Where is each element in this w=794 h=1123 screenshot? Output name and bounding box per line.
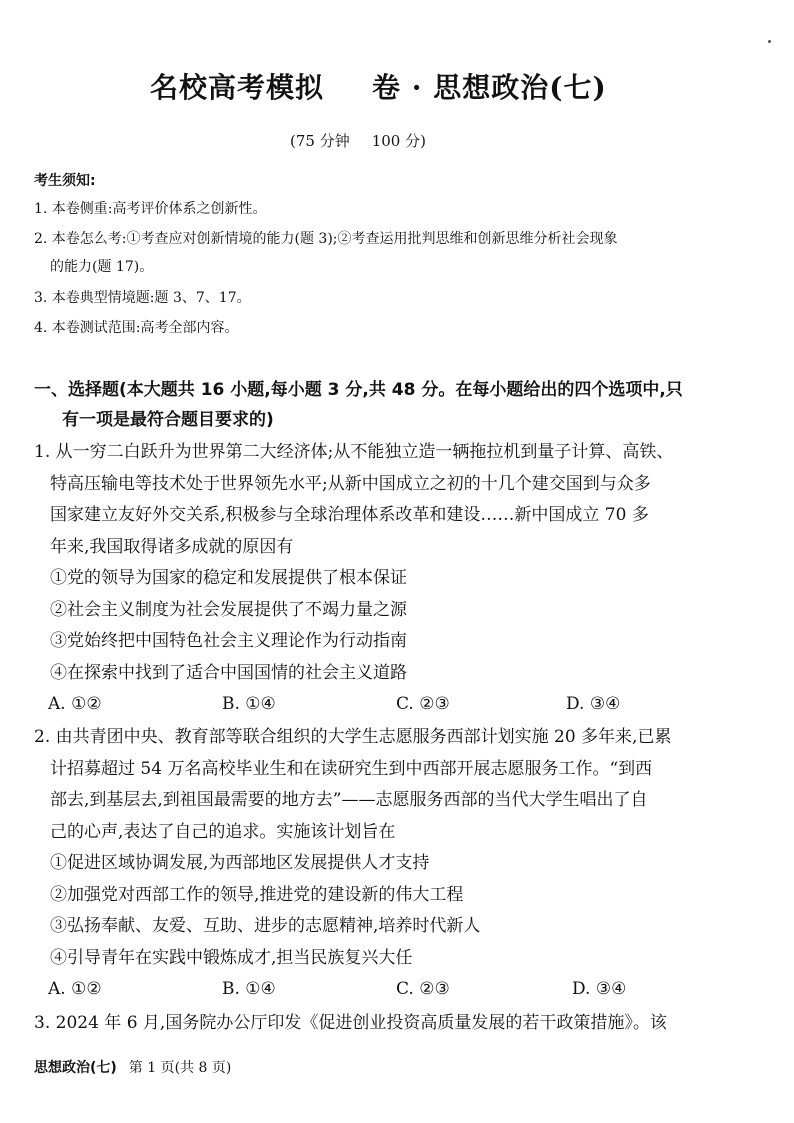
section-heading xyxy=(34,375,754,435)
section-heading-line2: 有一项是最符合题目要求的) xyxy=(62,410,274,430)
notice-item-3: 3. 本卷典型情境题:题 3、7、17。 xyxy=(34,290,251,306)
statement-option: ①促进区域协调发展,为西部地区发展提供人才支持 xyxy=(50,853,430,873)
exam-score: 100 分) xyxy=(371,132,426,150)
question-stem-line: 特高压输电等技术处于世界领先水平;从新中国成立之初的十几个建交国到与众多 xyxy=(50,473,651,494)
choice-a: A. ①② xyxy=(48,979,102,999)
notice-item-2: 2. 本卷怎么考:①考查应对创新情境的能力(题 3);②考查运用批判思维和创新思维分析社会现象 xyxy=(34,231,618,247)
scan-speck xyxy=(768,40,771,43)
footer-page-number: 第 1 页(共 8 页) xyxy=(128,1060,232,1076)
answer-choices xyxy=(34,689,758,721)
question-stem-line: 己的心声,表达了自己的追求。实施该计划旨在 xyxy=(50,821,396,842)
choice-d: D. ③④ xyxy=(566,694,621,714)
exam-time: (75 分钟 xyxy=(290,132,350,150)
statement-option: ②加强党对西部工作的领导,推进党的建设新的伟大工程 xyxy=(50,884,464,905)
question-stem-line: 部去,到基层去,到祖国最需要的地方去”——志愿服务西部的当代大学生唱出了自 xyxy=(50,790,648,810)
choice-c: C. ②③ xyxy=(396,694,450,714)
choice-d: D. ③④ xyxy=(572,979,627,999)
notice-item-2-cont: 的能力(题 17)。 xyxy=(50,259,154,275)
question-stem-line: 国家建立友好外交关系,积极参与全球治理体系改革和建设……新中国成立 70 多 xyxy=(50,505,649,525)
exam-duration-score xyxy=(290,130,426,151)
question-2 xyxy=(34,722,758,1006)
choice-c: C. ②③ xyxy=(396,979,450,999)
question-stem-line: 计招募超过 54 万名高校毕业生和在读研究生到中西部开展志愿服务工作。“到西 xyxy=(50,758,653,779)
question-stem-line: 年来,我国取得诸多成就的原因有 xyxy=(50,536,294,557)
notice-heading: 考生须知: xyxy=(34,173,96,189)
question-1 xyxy=(34,437,758,721)
question-3 xyxy=(34,1008,758,1040)
title-right: 卷 · 思想政治(七) xyxy=(372,71,607,104)
choice-b: B. ①④ xyxy=(222,694,276,714)
title-left: 名校高考模拟 xyxy=(150,71,325,104)
statement-option: ①党的领导为国家的稳定和发展提供了根本保证 xyxy=(50,568,407,588)
choice-b: B. ①④ xyxy=(222,979,276,999)
page-title xyxy=(150,66,670,106)
answer-choices xyxy=(34,974,758,1006)
question-stem-line: 3. 2024 年 6 月,国务院办公厅印发《促进创业投资高质量发展的若干政策措施》。该 xyxy=(34,1013,667,1033)
statement-option: ④在探索中找到了适合中国国情的社会主义道路 xyxy=(50,662,407,683)
section-heading-line1: 一、选择题(本大题共 16 小题,每小题 3 分,共 48 分。在每小题给出的四个选项中,只 xyxy=(34,380,683,400)
question-stem-line: 1. 从一穷二白跃升为世界第二大经济体;从不能独立造一辆拖拉机到量子计算、高铁、 xyxy=(34,442,674,462)
statement-option: ③弘扬奉献、友爱、互助、进步的志愿精神,培养时代新人 xyxy=(50,916,481,936)
page-footer xyxy=(34,1057,231,1077)
notice-item-4: 4. 本卷测试范围:高考全部内容。 xyxy=(34,320,239,336)
notice-item-1: 1. 本卷侧重:高考评价体系之创新性。 xyxy=(34,201,267,217)
statement-option: ③党始终把中国特色社会主义理论作为行动指南 xyxy=(50,631,407,651)
statement-option: ④引导青年在实践中锻炼成才,担当民族复兴大任 xyxy=(50,947,413,968)
footer-subject: 思想政治(七) xyxy=(34,1060,117,1076)
question-stem-line: 2. 由共青团中央、教育部等联合组织的大学生志愿服务西部计划实施 20 多年来,已累 xyxy=(34,727,672,747)
statement-option: ②社会主义制度为社会发展提供了不竭力量之源 xyxy=(50,599,407,620)
choice-a: A. ①② xyxy=(48,694,102,714)
